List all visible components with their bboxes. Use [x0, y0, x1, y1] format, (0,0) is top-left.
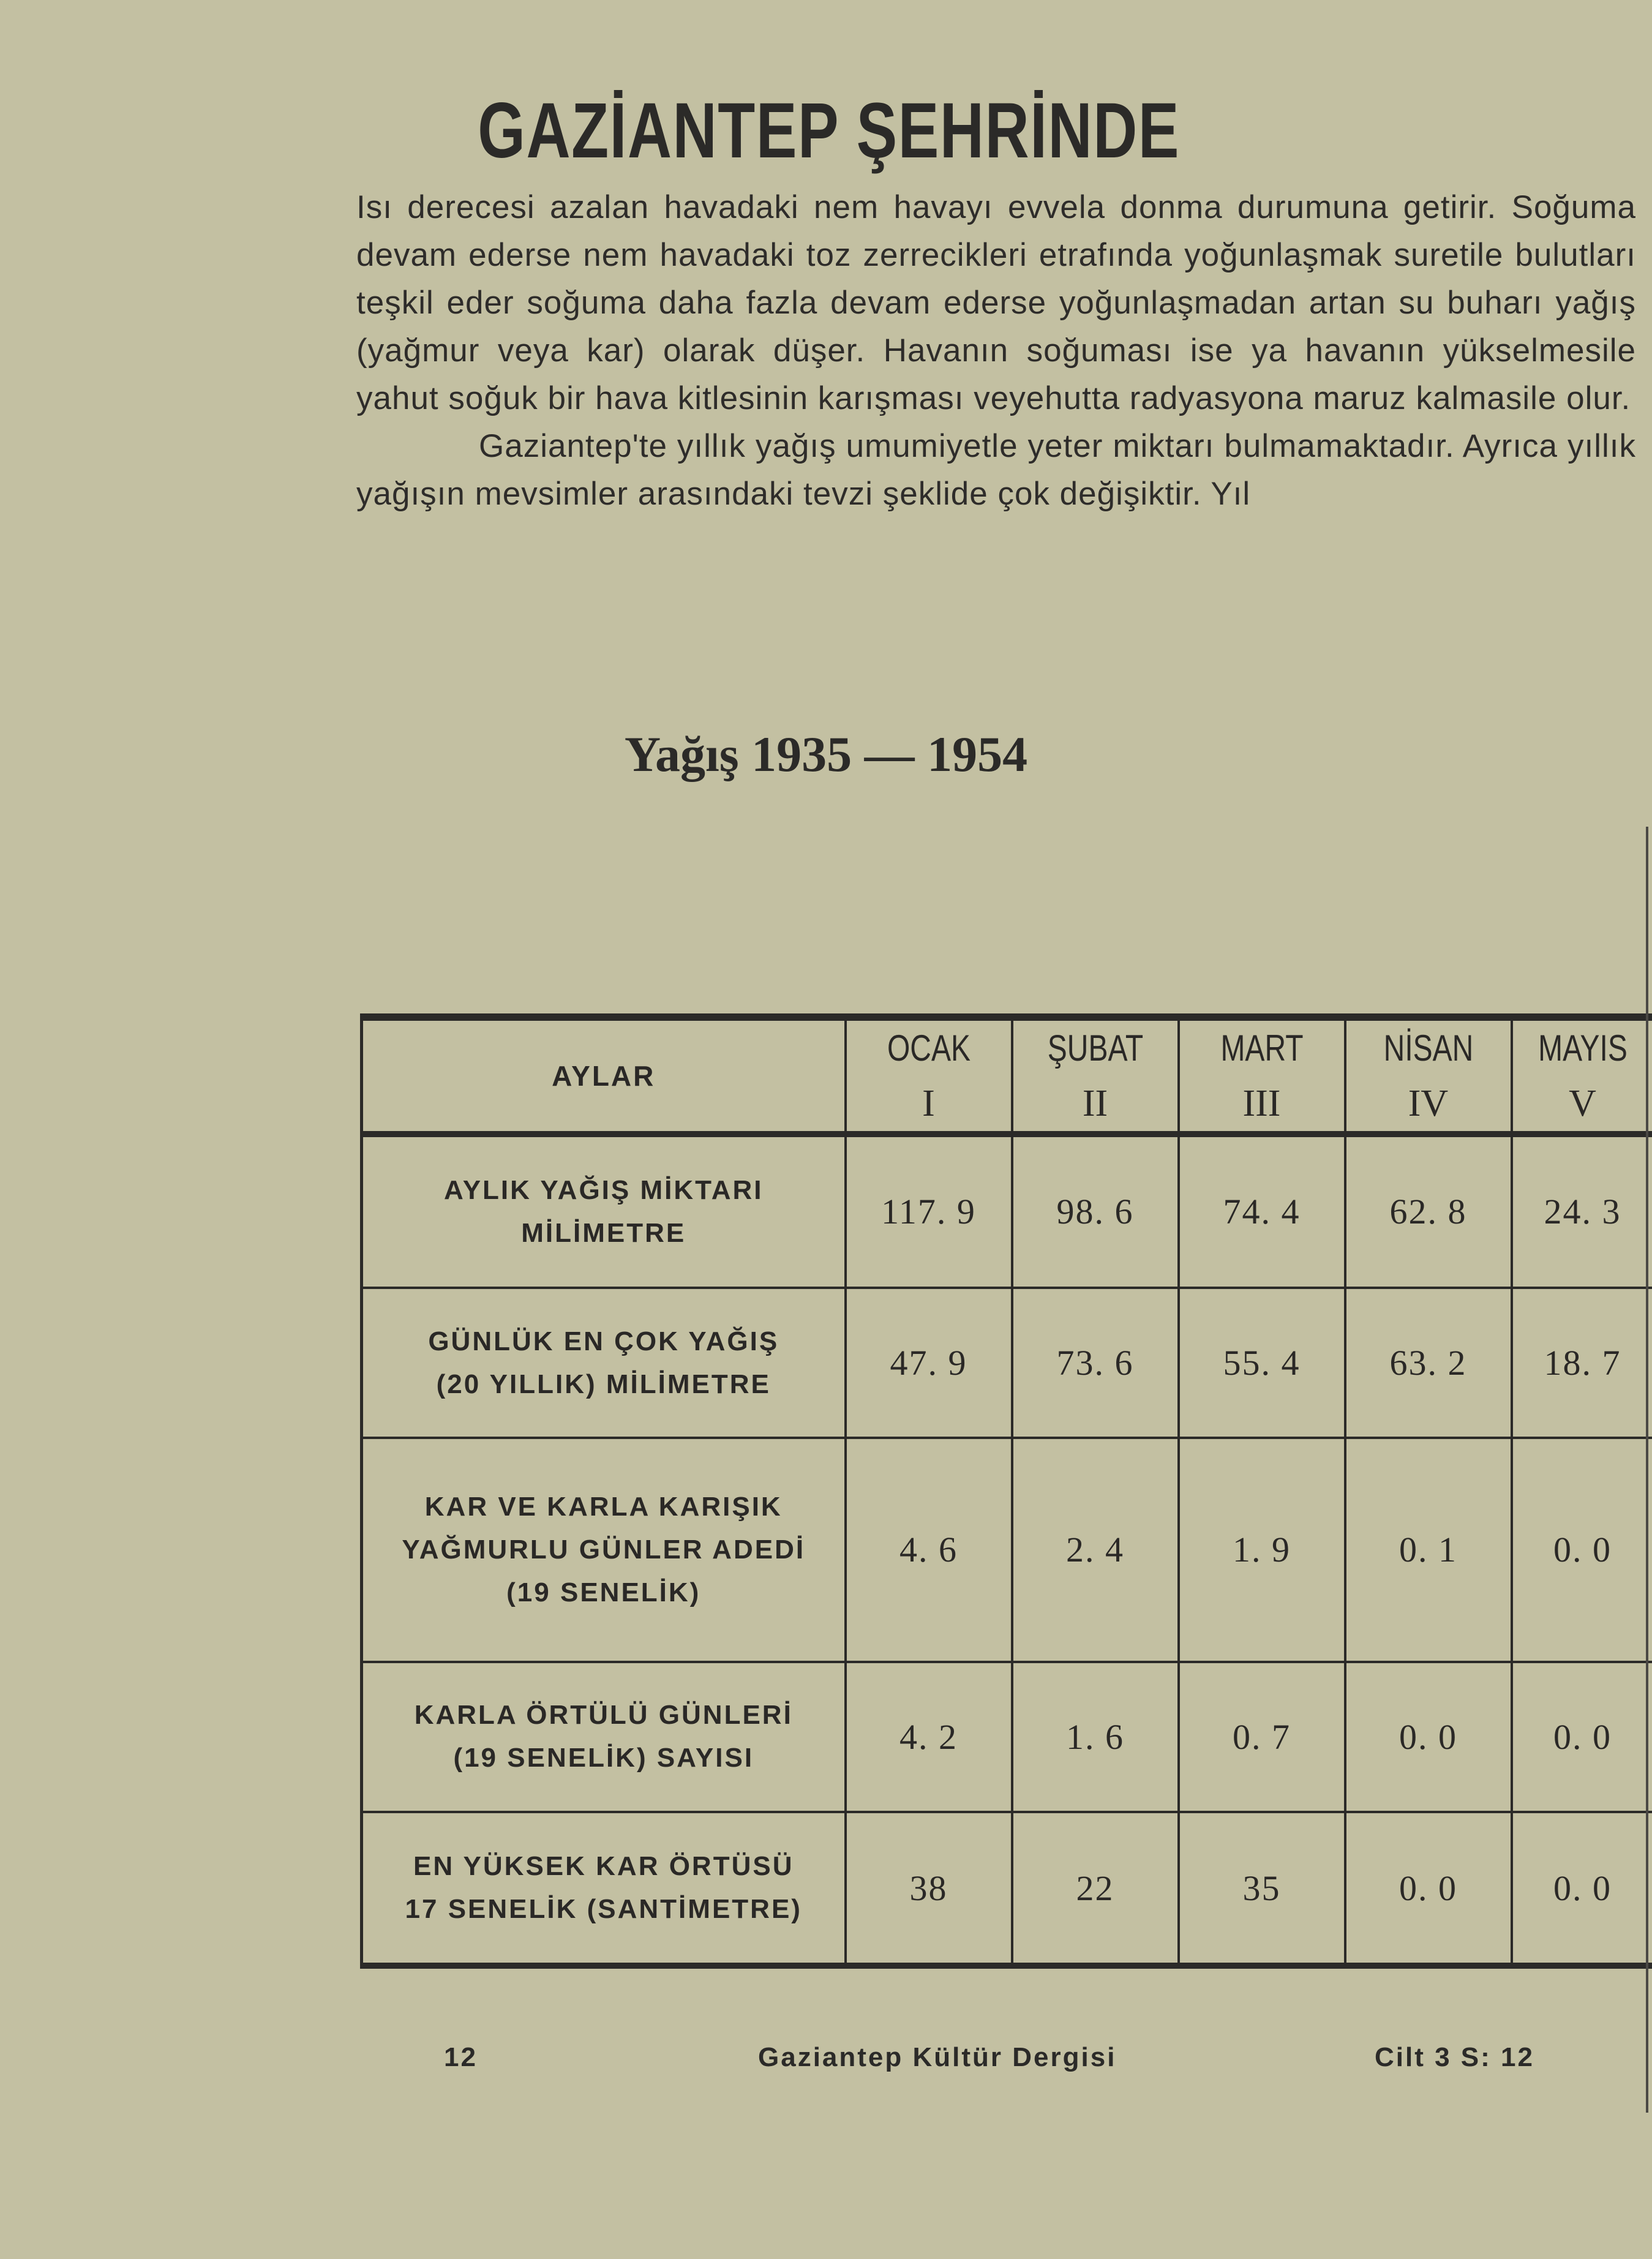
- table-cell: [1345, 1812, 1512, 1966]
- table-cell: [1179, 1438, 1345, 1661]
- row-label-cell: [362, 1812, 846, 1966]
- month-number: I: [922, 1083, 935, 1124]
- table-cell: [1512, 1288, 1652, 1438]
- row-label: AYLIK YAĞIŞ MİKTARI MİLİMETRE: [443, 1175, 764, 1248]
- cell-value: 55. 4: [1223, 1343, 1301, 1383]
- footer-page-number: 12: [444, 2042, 478, 2072]
- months-header-label: AYLAR: [552, 1060, 656, 1092]
- table-row: [362, 1438, 1652, 1661]
- cell-value: 0. 7: [1233, 1716, 1291, 1757]
- month-number: III: [1242, 1083, 1281, 1124]
- cell-value: 74. 4: [1223, 1192, 1301, 1232]
- cell-value: 38: [909, 1868, 948, 1908]
- month-number: II: [1082, 1083, 1108, 1124]
- table-cell: [1512, 1662, 1652, 1813]
- table-cell: [1012, 1134, 1179, 1288]
- row-label: GÜNLÜK EN ÇOK YAĞIŞ (20 YILLIK) MİLİMETRE: [428, 1326, 779, 1399]
- precipitation-table: [360, 1013, 1652, 1969]
- table-cell: [1345, 1662, 1512, 1813]
- table-cell: [1012, 1812, 1179, 1966]
- table-cell: [1512, 1438, 1652, 1661]
- cell-value: 4. 6: [899, 1530, 958, 1570]
- month-header: [1345, 1017, 1512, 1134]
- table-cell: [1012, 1662, 1179, 1813]
- table-cell: [846, 1134, 1012, 1288]
- cell-value: 0. 0: [1553, 1530, 1612, 1570]
- table-cell: [1345, 1288, 1512, 1438]
- table-cell: [1512, 1812, 1652, 1966]
- table-cell: [1012, 1288, 1179, 1438]
- body-text: [356, 184, 1636, 518]
- table-cell: [1345, 1134, 1512, 1288]
- cell-value: 24. 3: [1544, 1192, 1621, 1232]
- table-cell: [1512, 1134, 1652, 1288]
- table-cell: [1179, 1288, 1345, 1438]
- row-label-cell: [362, 1438, 846, 1661]
- row-label-cell: [362, 1662, 846, 1813]
- cell-value: 0. 0: [1553, 1868, 1612, 1908]
- table-header-row: [362, 1017, 1652, 1134]
- cell-value: 73. 6: [1056, 1343, 1134, 1383]
- row-label: EN YÜKSEK KAR ÖRTÜSÜ 17 SENELİK (SANTİMETRE): [405, 1851, 802, 1925]
- row-label: KARLA ÖRTÜLÜ GÜNLERİ (19 SENELİK) SAYISI: [414, 1700, 793, 1773]
- table-cell: [846, 1438, 1012, 1661]
- paragraph: Isı derecesi azalan havadaki nem havayı evvela donma durumuna getirir. Soğuma devam ederse nem havadaki toz zerrecikleri etrafında yoğunlaşmak suretile bulutları teşkil eder soğuma daha fazla devam ederse yoğunlaşmadan artan su buharı yağış (yağmur veya kar) olarak düşer. Havanın soğuması ise ya havanın yükselmesile yahut soğuk bir hava kitlesinin karışması veyehutta radyasyona maruz kalmasile olur.: [356, 189, 1636, 416]
- row-label-cell: [362, 1288, 846, 1438]
- table-row: [362, 1134, 1652, 1288]
- table-cell: [846, 1812, 1012, 1966]
- month-header: [1512, 1017, 1652, 1134]
- table-title: Yağış 1935 — 1954: [624, 726, 1028, 782]
- table-cell: [1179, 1662, 1345, 1813]
- cell-value: 98. 6: [1056, 1192, 1134, 1232]
- header-cell: [362, 1017, 846, 1134]
- cell-value: 0. 0: [1399, 1868, 1457, 1908]
- month-name: NİSAN: [1383, 1028, 1473, 1069]
- month-name: ŞUBAT: [1047, 1028, 1143, 1069]
- cell-value: 0. 0: [1553, 1716, 1612, 1757]
- table-cell: [1179, 1134, 1345, 1288]
- table-cell: [846, 1662, 1012, 1813]
- page-edge-rule: [1646, 827, 1648, 2113]
- cell-value: 0. 0: [1399, 1716, 1457, 1757]
- month-name: MART: [1220, 1028, 1304, 1069]
- table-cell: [846, 1288, 1012, 1438]
- table-row: [362, 1812, 1652, 1966]
- month-header: [1012, 1017, 1179, 1134]
- table-cell: [1345, 1438, 1512, 1661]
- month-name: MAYIS: [1537, 1028, 1628, 1069]
- cell-value: 4. 2: [899, 1716, 958, 1757]
- cell-value: 1. 9: [1233, 1530, 1291, 1570]
- month-number: IV: [1408, 1083, 1449, 1124]
- table-row: [362, 1288, 1652, 1438]
- paragraph: Gaziantep'te yıllık yağış umumiyetle yeter miktarı bulmamaktadır. Ayrıca yıllık yağışın mevsimler arasındaki tevzi şeklide çok değişiktir. Yıl: [356, 428, 1636, 512]
- table-cell: [1179, 1812, 1345, 1966]
- cell-value: 63. 2: [1389, 1343, 1467, 1383]
- table-cell: [1012, 1438, 1179, 1661]
- cell-value: 18. 7: [1544, 1343, 1621, 1383]
- cell-value: 0. 1: [1399, 1530, 1457, 1570]
- cell-value: 117. 9: [881, 1192, 976, 1232]
- month-number: V: [1569, 1083, 1596, 1124]
- month-name: OCAK: [887, 1028, 971, 1069]
- row-label-cell: [362, 1134, 846, 1288]
- footer-journal-name: Gaziantep Kültür Dergisi: [758, 2042, 1117, 2072]
- cell-value: 22: [1076, 1868, 1114, 1908]
- page-title: GAZİANTEP ŞEHRİNDE: [478, 87, 1181, 175]
- cell-value: 62. 8: [1389, 1192, 1467, 1232]
- cell-value: 35: [1242, 1868, 1281, 1908]
- row-label: KAR VE KARLA KARIŞIK YAĞMURLU GÜNLER ADEDİ (19 SENELİK): [402, 1491, 806, 1607]
- table-row: [362, 1662, 1652, 1813]
- footer-issue: Cilt 3 S: 12: [1375, 2042, 1534, 2072]
- cell-value: 47. 9: [890, 1343, 967, 1383]
- cell-value: 1. 6: [1066, 1716, 1124, 1757]
- cell-value: 2. 4: [1066, 1530, 1124, 1570]
- month-header: [1179, 1017, 1345, 1134]
- month-header: [846, 1017, 1012, 1134]
